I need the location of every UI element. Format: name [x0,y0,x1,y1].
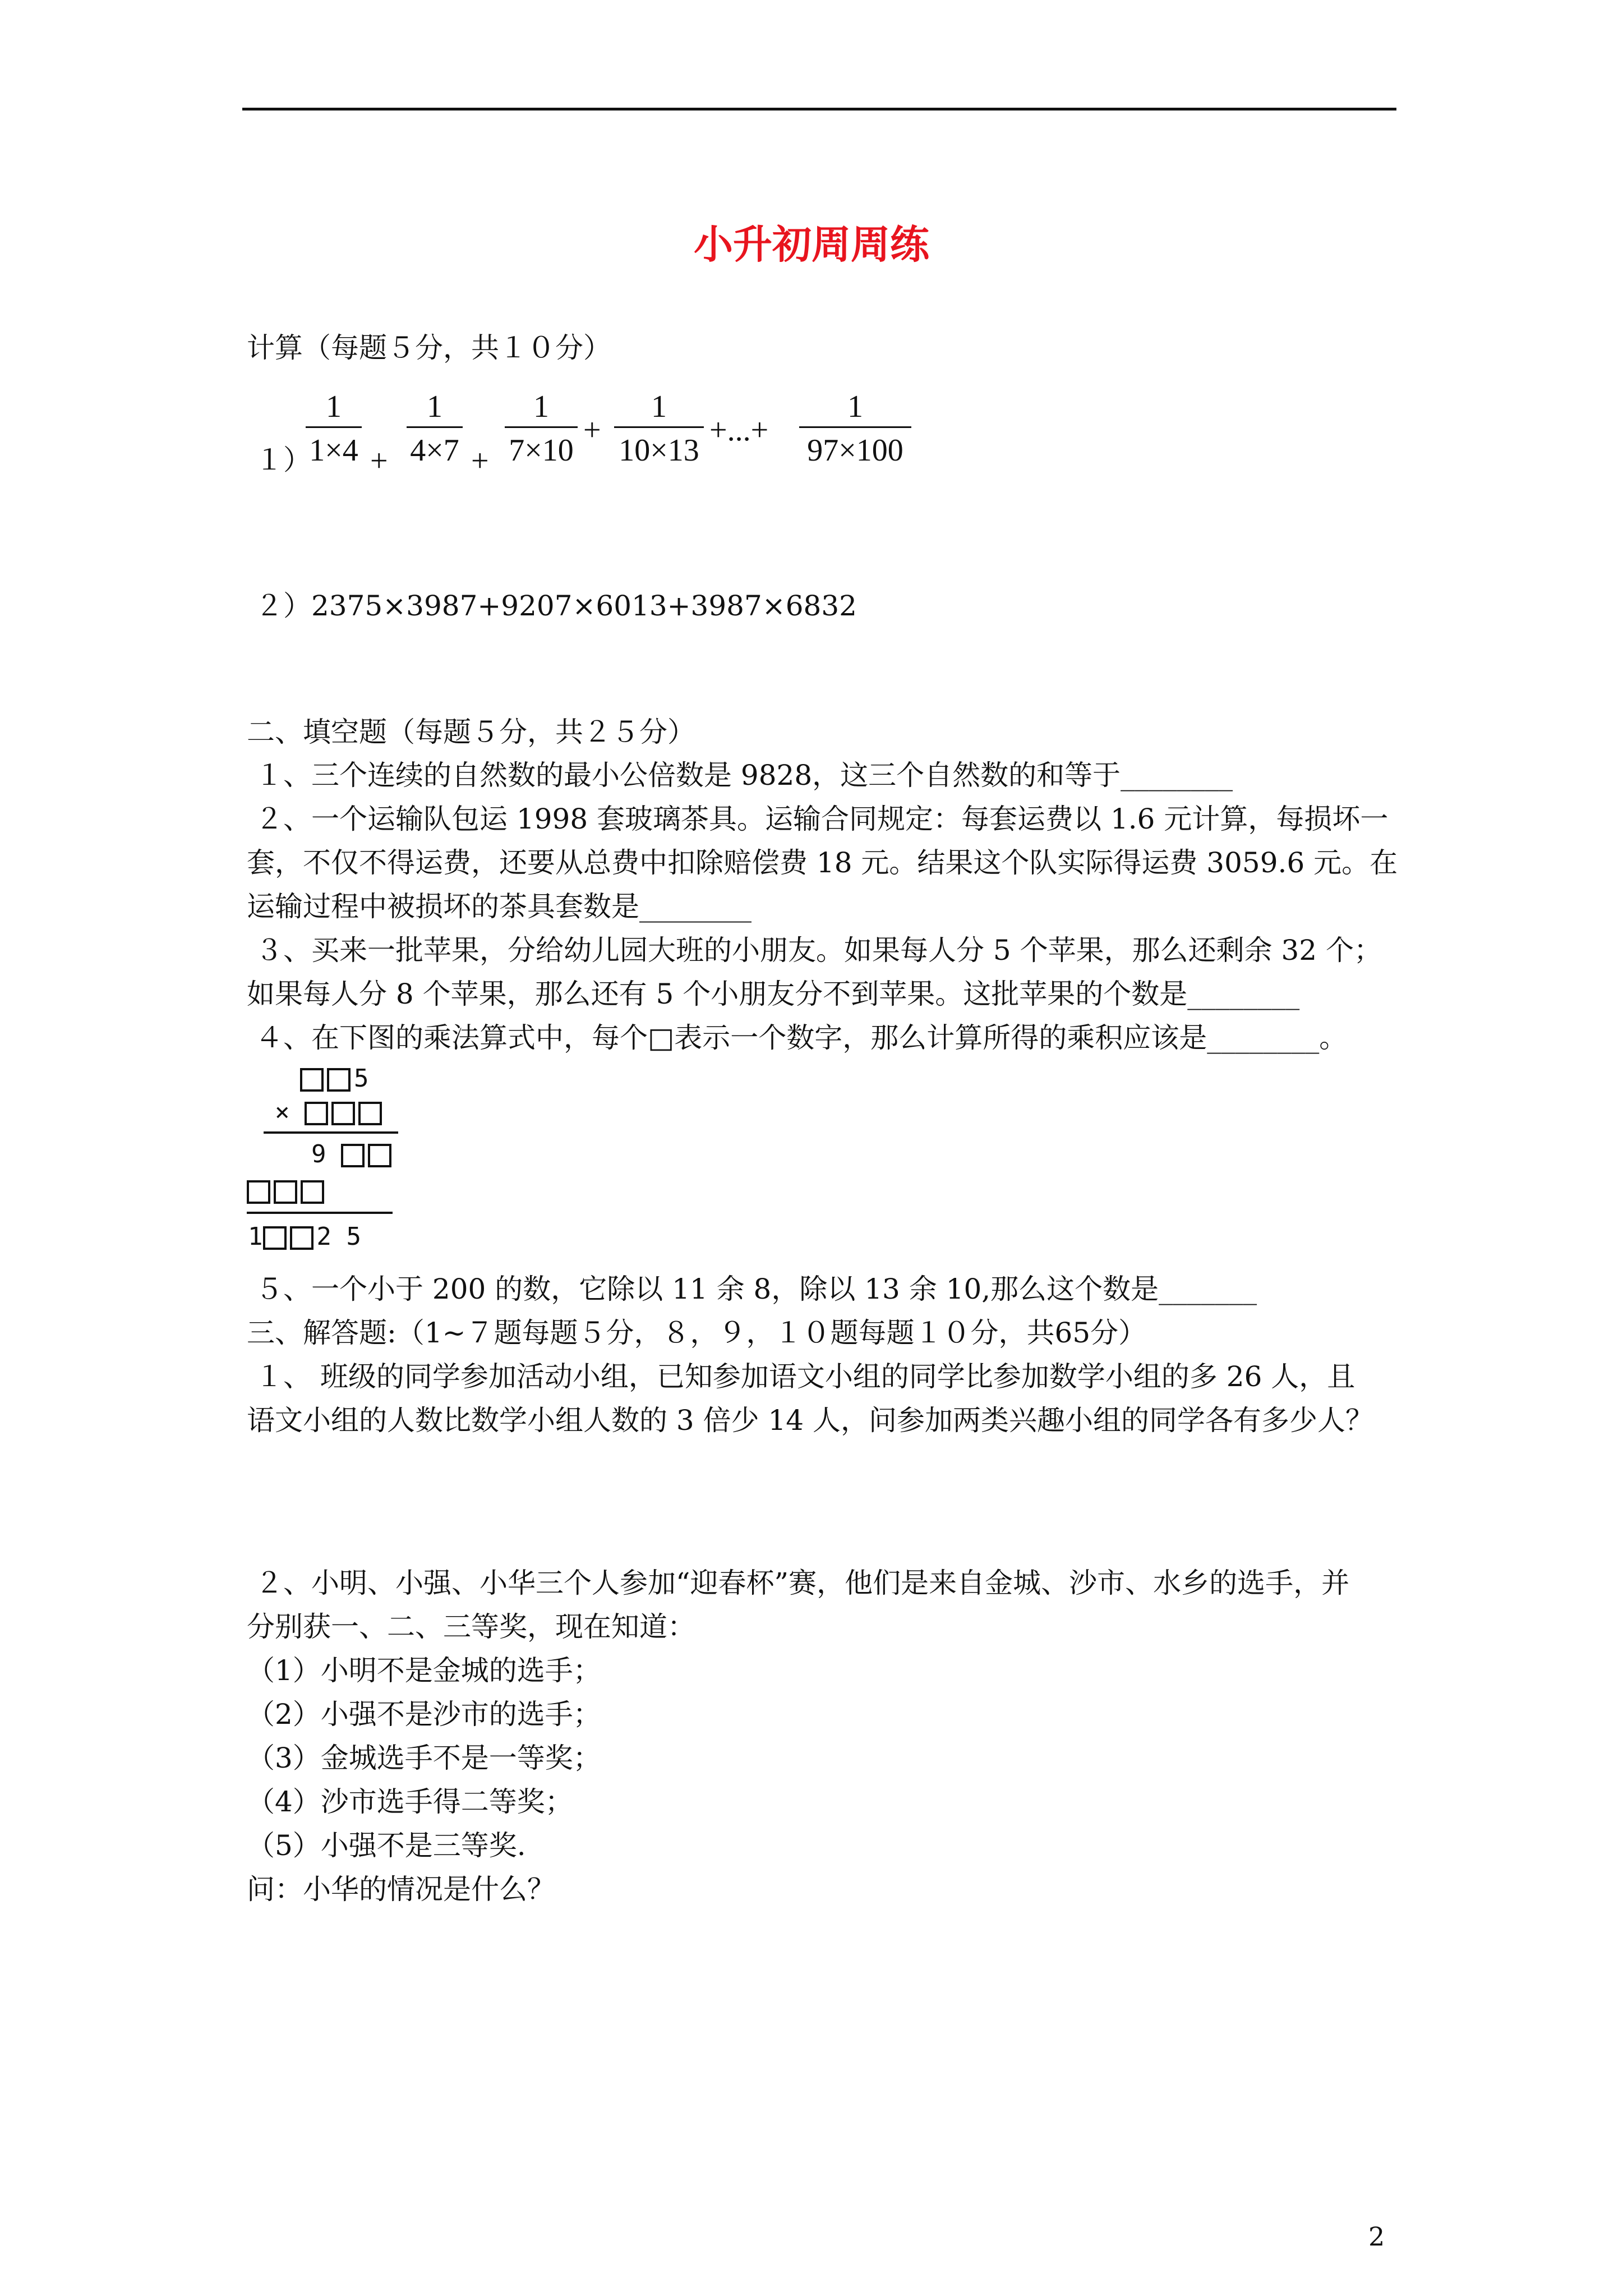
section2-heading: 二、填空题（每题５分，共２５分） [247,716,695,748]
fraction-1-numerator: 1 [326,389,342,424]
times-sign: × [275,1098,290,1126]
section2-q2-line3: 运输过程中被损坏的茶具套数是________ [247,890,751,923]
fraction-2-numerator: 1 [427,389,442,424]
header-rule [242,108,1396,111]
fraction-3 [505,387,578,468]
multiplication-puzzle [247,1063,398,1265]
section2-q3-line1: ３、买来一批苹果，分给幼儿园大班的小朋友。如果每人分 5 个苹果，那么还剩余 32 个； [255,934,1382,967]
section3-question: 问：小华的情况是什么？ [247,1873,555,1906]
puzzle-digit: 1 [248,1222,263,1251]
section2-q3-line2: 如果每人分 8 个苹果，那么还有 5 个小朋友分不到苹果。这批苹果的个数是________ [247,978,1300,1010]
fraction-4-numerator: 1 [651,389,667,424]
fraction-1-denominator: 1×4 [309,433,358,468]
condition-5: （5）小强不是三等奖. [247,1829,526,1862]
digit-box [368,1144,391,1167]
digit-box [358,1102,382,1125]
section2-q1: １、三个连续的自然数的最小公倍数是 9828，这三个自然数的和等于________ [255,759,1233,792]
section3-q2-line2: 分别获一、二、三等奖，现在知道： [247,1611,695,1643]
fraction-3-denominator: 7×10 [509,433,574,468]
digit-box [341,1144,365,1167]
fraction-2 [407,387,463,468]
section2-q4: ４、在下图的乘法算式中，每个□表示一个数字，那么计算所得的乘积应该是________。 [255,1022,1348,1054]
section3-q1-line2: 语文小组的人数比数学小组人数的 3 倍少 14 人，问参加两类兴趣小组的同学各有多少人？ [247,1404,1374,1437]
fraction-5-denominator: 97×100 [807,433,903,468]
fraction-4 [614,387,704,468]
section2-q2-line1: ２、一个运输队包运 1998 套玻璃茶具。运输合同规定：每套运费以 1.6 元计算，每损坏一 [255,803,1389,835]
plus-operator: + [471,444,489,478]
page-title: 小升初周周练 [694,222,929,268]
fraction-1 [306,387,362,468]
puzzle-rule [264,1131,398,1134]
condition-4: （4）沙市选手得二等奖； [247,1786,573,1818]
condition-1: （1）小明不是金城的选手； [247,1654,601,1687]
digit-box [247,1180,270,1204]
fraction-5 [799,387,911,468]
puzzle-digit: 5 [354,1064,369,1093]
digit-box [300,1068,324,1092]
section3-heading: 三、解答题:（1~７题每题５分，８，９，１０题每题１０分，共65分） [247,1317,1147,1349]
plus-operator: + [370,444,388,478]
puzzle-row-multiplicand [300,1063,369,1094]
puzzle-row-partial1 [311,1139,395,1170]
plus-ellipsis-operator: +...+ [709,413,769,448]
section2-q2-line2: 套，不仅不得运费，还要从总费中扣除赔偿费 18 元。结果这个队实际得运费 3059.6 元。在 [247,846,1398,879]
condition-3: （3）金城选手不是一等奖； [247,1742,601,1774]
fraction-5-numerator: 1 [847,389,863,424]
puzzle-rule [247,1212,393,1214]
plus-operator: + [583,413,601,448]
puzzle-row-multiplier [275,1097,385,1128]
puzzle-digit: 2 5 [316,1222,361,1251]
digit-box [331,1102,355,1125]
fraction-4-denominator: 10×13 [619,433,699,468]
page-number: 2 [1368,2221,1385,2252]
section2-q5: ５、一个小于 200 的数，它除以 11 余 8，除以 13 余 10,那么这个数是_______ [255,1273,1257,1305]
digit-box [274,1180,297,1204]
section1-q2: ２）2375×3987+9207×6013+3987×6832 [255,590,857,622]
q1-label: １） [255,444,311,476]
fraction-2-denominator: 4×7 [410,433,459,468]
section1-heading: 计算（每题５分，共１０分） [247,332,611,364]
section3-q1-line1: １、 班级的同学参加活动小组，已知参加语文小组的同学比参加数学小组的多 26 人，且 [255,1360,1355,1393]
digit-box [290,1226,313,1250]
puzzle-row-product [248,1221,361,1253]
puzzle-row-partial2 [247,1175,328,1207]
digit-box [263,1226,287,1250]
digit-box [301,1180,324,1204]
puzzle-digit: 9 [311,1140,326,1168]
fraction-3-numerator: 1 [533,389,549,424]
digit-box [327,1068,351,1092]
section3-q2-line1: ２、小明、小强、小华三个人参加“迎春杯”赛，他们是来自金城、沙市、水乡的选手，并 [255,1567,1350,1599]
digit-box [305,1102,328,1125]
condition-2: （2）小强不是沙市的选手； [247,1698,601,1731]
